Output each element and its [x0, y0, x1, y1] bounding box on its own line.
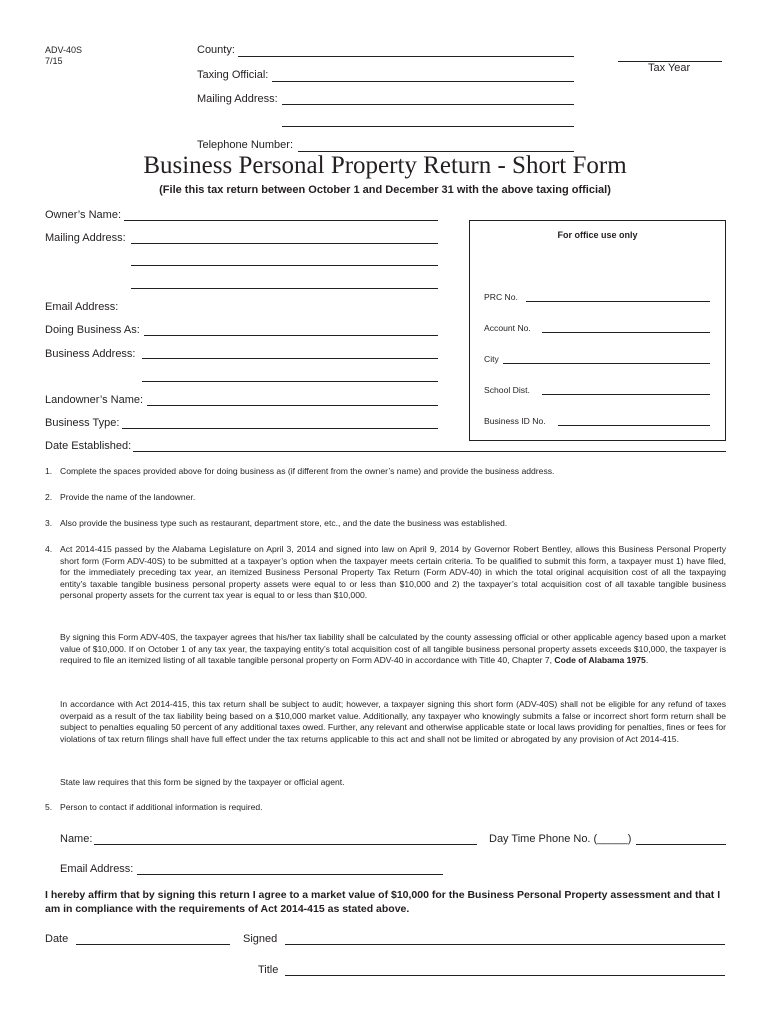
owners-name-field[interactable] — [124, 220, 438, 221]
instruction-4-paragraph-4: State law requires that this form be signed by the taxpayer or official agent. — [60, 777, 345, 787]
office-use-title: For office use only — [557, 230, 638, 240]
form-date: 7/15 — [45, 56, 63, 66]
county-field[interactable] — [238, 56, 574, 57]
doing-business-as-field[interactable] — [144, 335, 438, 336]
instruction-4-paragraph-3: In accordance with Act 2014-415, this tax return shall be subject to audit; however, a taxpayer signing this short form (ADV-40S) shall not be eligible for any refund of taxes overpaid as a result of the tax liability being based on a $10,000 market value. Additionally, any taxpayer who knowingly submits a false or incorrect short form return shall be subject to penalties equaling 50 percent of any additional taxes owed. Further, any relevant and otherwise applicable state or local laws providing for penalties, fines or fees for violations of tax return filings shall have full effect under the tax returns applicable to this act and shall not be limited or abrogated by any provision of Act 2014-415. — [60, 699, 726, 744]
title-field[interactable] — [285, 975, 725, 976]
title-label: Title — [258, 964, 279, 976]
doing-business-as-label: Doing Business As: — [45, 324, 140, 336]
business-type-label: Business Type: — [45, 417, 120, 429]
taxing-official-label: Taxing Official: — [197, 69, 269, 81]
mailing-address-field[interactable] — [131, 243, 438, 244]
date-established-field[interactable] — [133, 451, 726, 452]
date-field[interactable] — [76, 944, 230, 945]
instruction-4-paragraph-2 — [60, 632, 726, 667]
instruction-2: Provide the name of the landowner. — [60, 492, 196, 502]
business-id-label: Business ID No. — [484, 416, 546, 426]
city-label: City — [484, 354, 499, 364]
form-id: ADV-40S — [45, 45, 83, 55]
instruction-2-number: 2. — [45, 492, 53, 502]
business-address-field-2[interactable] — [142, 381, 438, 382]
day-phone-label: Day Time Phone No. (_____) — [489, 833, 632, 845]
date-label: Date — [45, 933, 69, 945]
date-established-label: Date Established: — [45, 440, 132, 452]
landowners-name-label: Landowner’s Name: — [45, 394, 144, 406]
instruction-3-number: 3. — [45, 518, 53, 528]
contact-name-label: Name: — [60, 833, 93, 845]
official-mailing-address-field[interactable] — [282, 104, 574, 105]
instruction-1: Complete the spaces provided above for doing business as (if different from the owner’s name) and provide the business address. — [60, 466, 555, 476]
signature-field[interactable] — [285, 944, 725, 945]
instruction-4: Act 2014-415 passed by the Alabama Legislature on April 3, 2014 and signed into law on April 9, 2014 by Governor Robert Bentley, allows this Business Personal Property short form (Form ADV-40S) to be submitted at a taxpayer’s option when the taxpayer meets certain criteria. To be qualified to submit this form, a taxpayer must 1) have filed, for the immediately preceding tax year, an itemized Business Personal Property Tax Return (Form ADV-40) in which the total original acquisition cost of all the taxpaying entity’s taxable tangible business personal property assets were equal to or less than $10,000 and 2) the taxpayer’s total acquisition cost of all taxable tangible business personal property assets for the current tax year is equal to or less than $10,000. — [60, 544, 726, 601]
business-id-field[interactable] — [558, 425, 710, 426]
form-subtitle: (File this tax return between October 1 and December 31 with the above taxing official) — [159, 184, 611, 196]
instruction-4-number: 4. — [45, 544, 53, 554]
paragraph-2-end: . — [645, 655, 649, 666]
account-field[interactable] — [542, 332, 710, 333]
contact-email-field[interactable] — [137, 874, 443, 875]
business-address-label: Business Address: — [45, 348, 136, 360]
paragraph-2-text: By signing this Form ADV-40S, the taxpayer agrees that his/her tax liability shall be calculated by the county assessing official or other applicable agency based upon a market value of $10,000. If on October 1 of any tax year, the taxpaying entity’s total acquisition cost of all tangible business personal property assets exceeds $10,000, the taxpayer is required to file an itemized listing of all taxable tangible personal property on Form ADV-40 in accordance with Title 40, Chapter 7, — [60, 632, 726, 666]
school-dist-label: School Dist. — [484, 385, 530, 395]
instruction-5: Person to contact if additional information is required. — [60, 802, 263, 812]
instruction-5-number: 5. — [45, 802, 53, 812]
mailing-address-label: Mailing Address: — [45, 232, 126, 244]
account-label: Account No. — [484, 323, 531, 333]
owners-name-label: Owner’s Name: — [45, 209, 122, 221]
taxing-official-field[interactable] — [272, 81, 574, 82]
affirmation-text: I hereby affirm that by signing this return I agree to a market value of $10,000 for the Business Personal Property assessment and that I am in compliance with the requirements of Act 2014-415 as stated above. — [45, 889, 721, 915]
official-mailing-address-field-2[interactable] — [282, 126, 574, 127]
code-of-alabama: Code of Alabama 1975 — [554, 655, 646, 666]
day-phone-field[interactable] — [636, 844, 726, 845]
mailing-address-field-3[interactable] — [131, 288, 438, 289]
contact-email-label: Email Address: — [60, 863, 134, 875]
tax-year-label: Tax Year — [648, 62, 691, 74]
instruction-1-number: 1. — [45, 466, 53, 476]
city-field[interactable] — [503, 363, 710, 364]
official-mailing-address-label: Mailing Address: — [197, 93, 278, 105]
contact-name-field[interactable] — [94, 844, 477, 845]
office-use-box — [469, 220, 726, 441]
prc-field[interactable] — [526, 301, 710, 302]
business-address-field[interactable] — [142, 358, 438, 359]
landowners-name-field[interactable] — [147, 405, 438, 406]
signed-label: Signed — [243, 933, 278, 945]
form-id-block — [45, 45, 82, 67]
county-label: County: — [197, 44, 235, 56]
instruction-3: Also provide the business type such as restaurant, department store, etc., and the date the business was established. — [60, 518, 508, 528]
business-type-field[interactable] — [122, 428, 438, 429]
telephone-label: Telephone Number: — [197, 139, 294, 151]
mailing-address-field-2[interactable] — [131, 265, 438, 266]
school-dist-field[interactable] — [542, 394, 710, 395]
prc-label: PRC No. — [484, 292, 518, 302]
email-address-label: Email Address: — [45, 301, 119, 313]
form-title: Business Personal Property Return - Short Form — [143, 152, 627, 179]
